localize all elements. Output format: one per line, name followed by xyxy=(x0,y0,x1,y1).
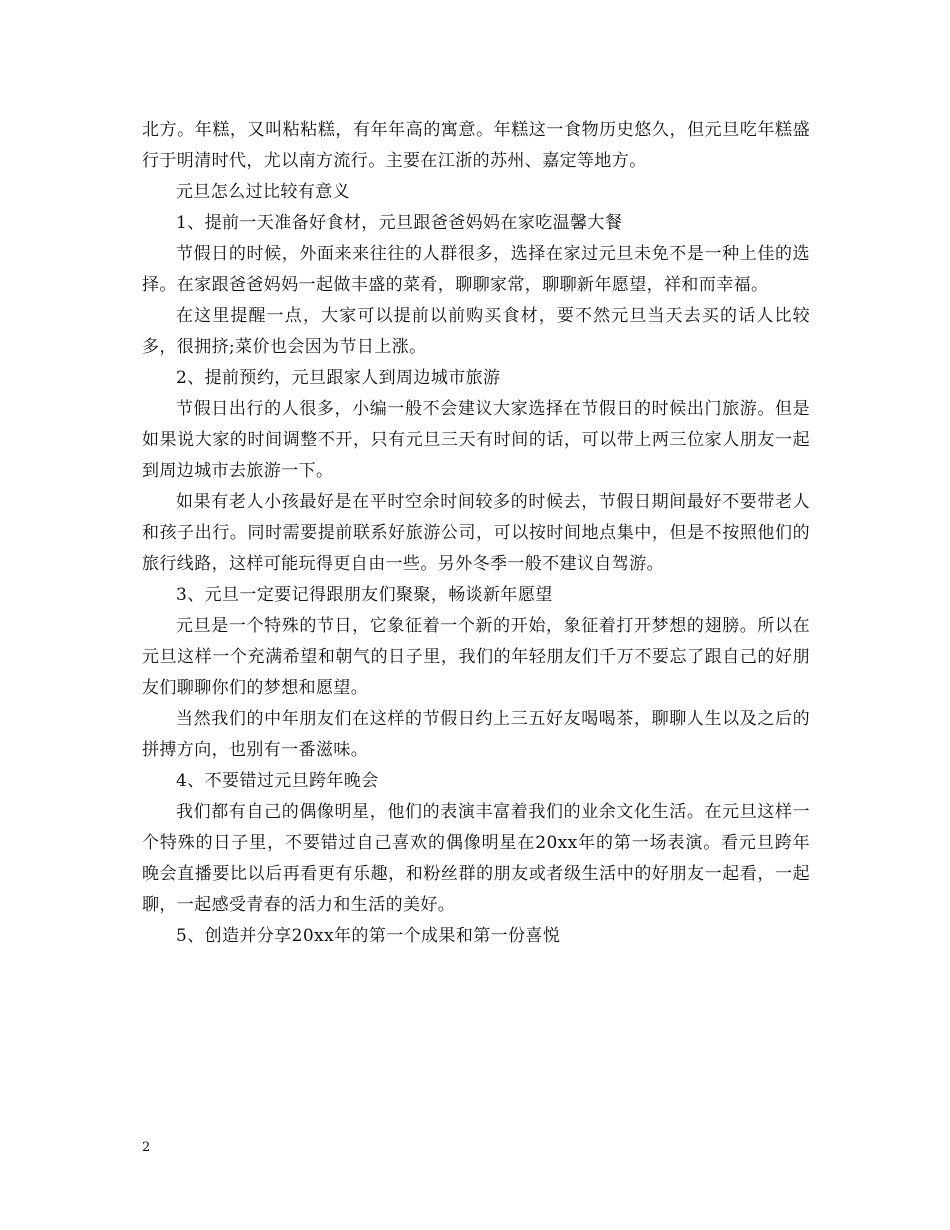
section-heading: 元旦怎么过比较有意义 xyxy=(176,182,350,202)
paragraph: 北方。年糕，又叫粘粘糕，有年年高的寓意。年糕这一食物历史悠久，但元旦吃年糕盛行于明清时代，尤以南方流行。主要在江浙的苏州、嘉定等地方。 xyxy=(142,120,810,171)
paragraph: 在这里提醒一点，大家可以提前以前购买食材，要不然元旦当天去买的话人比较多，很拥挤;菜价也会因为节日上涨。 xyxy=(142,306,810,357)
paragraph: 如果有老人小孩最好是在平时空余时间较多的时候去，节假日期间最好不要带老人和孩子出行。同时需要提前联系好旅游公司，可以按时间地点集中，但是不按照他们的旅行线路，这样可能玩得更自由一些。另外冬季一般不建议自驾游。 xyxy=(142,492,810,574)
paragraph: 当然我们的中年朋友们在这样的节假日约上三五好友喝喝茶，聊聊人生以及之后的拼搏方向，也别有一番滋味。 xyxy=(142,709,810,760)
list-item-heading: 1、提前一天准备好食材，元旦跟爸爸妈妈在家吃温馨大餐 xyxy=(176,213,623,233)
paragraph: 我们都有自己的偶像明星，他们的表演丰富着我们的业余文化生活。在元旦这样一个特殊的日子里，不要错过自己喜欢的偶像明星在20xx年的第一场表演。看元旦跨年晚会直播要比以后再看更有乐趣，和粉丝群的朋友或者级生活中的好朋友一起看，一起聊，一起感受青春的活力和生活的美好。 xyxy=(142,802,810,915)
page-number: 2 xyxy=(142,1140,151,1155)
list-item-heading: 5、创造并分享20xx年的第一个成果和第一份喜悦 xyxy=(176,926,561,946)
paragraph: 节假日出行的人很多，小编一般不会建议大家选择在节假日的时候出门旅游。但是如果说大家的时间调整不开，只有元旦三天有时间的话，可以带上两三位家人朋友一起到周边城市去旅游一下。 xyxy=(142,399,810,481)
list-item-heading: 4、不要错过元旦跨年晚会 xyxy=(176,771,379,791)
list-item-heading: 2、提前预约，元旦跟家人到周边城市旅游 xyxy=(176,368,501,388)
paragraph: 节假日的时候，外面来来往往的人群很多，选择在家过元旦未免不是一种上佳的选择。在家跟爸爸妈妈一起做丰盛的菜肴，聊聊家常，聊聊新年愿望，祥和而幸福。 xyxy=(142,244,810,295)
document-body xyxy=(142,115,810,952)
list-item-heading: 3、元旦一定要记得跟朋友们聚聚，畅谈新年愿望 xyxy=(176,585,553,605)
paragraph: 元旦是一个特殊的节日，它象征着一个新的开始，象征着打开梦想的翅膀。所以在元旦这样一个充满希望和朝气的日子里，我们的年轻朋友们千万不要忘了跟自己的好朋友们聊聊你们的梦想和愿望。 xyxy=(142,616,810,698)
